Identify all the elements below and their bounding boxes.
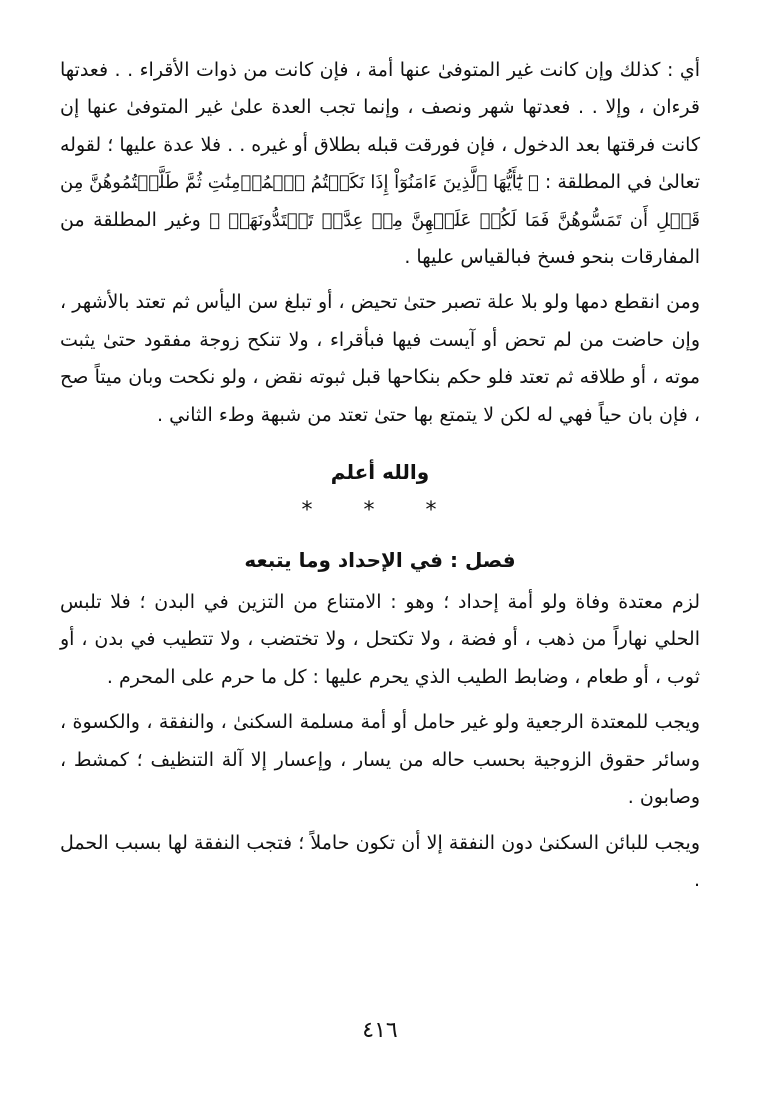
quran-verse: ﴿ يَٰٓأَيُّهَا ٱلَّذِينَ ءَامَنُوٓاْ إِذَا نَكَحۡتُمُ ٱلۡمُؤۡمِنَٰتِ ثُمَّ طَلَّقۡتُمُوهُنَّ مِن قَبۡلِ أَن تَمَسُّوهُنَّ فَمَا لَكُمۡ عَلَيۡهِنَّ مِنۡ عِدَّةٖ تَعۡتَدُّونَهَاۖ ﴾ <box>60 172 700 231</box>
section-title: فصل : في الإحداد وما يتبعه <box>244 548 516 573</box>
section-separator: * * * <box>301 498 459 524</box>
page-number: ٤١٦ <box>362 1018 398 1043</box>
closing-phrase: والله أعلم <box>330 460 430 485</box>
paragraph-missing-husband: ومن انقطع دمها ولو بلا علة تصبر حتىٰ تحيض ، أو تبلغ سن اليأس ثم تعتد بالأشهر ، وإن حاضت من لم تحض أو آيست فيها فبأقراء ، ولا تنكح زوجة مفقود حتىٰ يثبت موته ، أو طلاقه ثم تعتد فلو حكم بنكاحها قبل ثبوته نقض ، ولو نكحت وبان ميتاً صح ، فإن بان حياً فهي له لكن لا يتمتع بها حتىٰ تعتد من شبهة وطء الثاني . <box>60 291 700 426</box>
paragraph-tail: وغير المطلقة من المفارقات بنحو فسخ فبالقياس عليها . <box>60 208 700 269</box>
page-body <box>60 52 700 899</box>
paragraph-text: أي : كذلك وإن كانت غير المتوفىٰ عنها أمة ، فإن كانت من ذوات الأقراء . . فعدتها قرءان ، وإلا . . فعدتها شهر ونصف ، وإنما تجب العدة علىٰ غير المتوفىٰ عنها إن كانت فرقتها بعد الدخول ، فإن فورقت قبله بطلاق أو غيره . . فلا عدة عليها ؛ لقوله تعالىٰ في المطلقة : <box>60 59 700 194</box>
paragraph-mourning: لزم معتدة وفاة ولو أمة إحداد ؛ وهو : الامتناع من التزين في البدن ؛ فلا تلبس الحلي نهاراً من ذهب ، أو فضة ، ولا تكتحل ، ولا تختضب ، ولا تتطيب في بدن ، أو ثوب ، أو طعام ، وضابط الطيب الذي يحرم عليها : كل ما حرم على المحرم . <box>60 591 700 688</box>
paragraph-revocable-rights: ويجب للمعتدة الرجعية ولو غير حامل أو أمة مسلمة السكنىٰ ، والنفقة ، والكسوة ، وسائر حقوق الزوجية بحسب حاله من يسار ، وإعسار إلا آلة التنظيف ؛ كمشط ، وصابون . <box>60 711 700 809</box>
paragraph-irrevocable-rights: ويجب للبائن السكنىٰ دون النفقة إلا أن تكون حاملاً ؛ فتجب النفقة لها بسبب الحمل . <box>60 831 700 891</box>
paragraph-iddah-intro <box>60 52 700 276</box>
